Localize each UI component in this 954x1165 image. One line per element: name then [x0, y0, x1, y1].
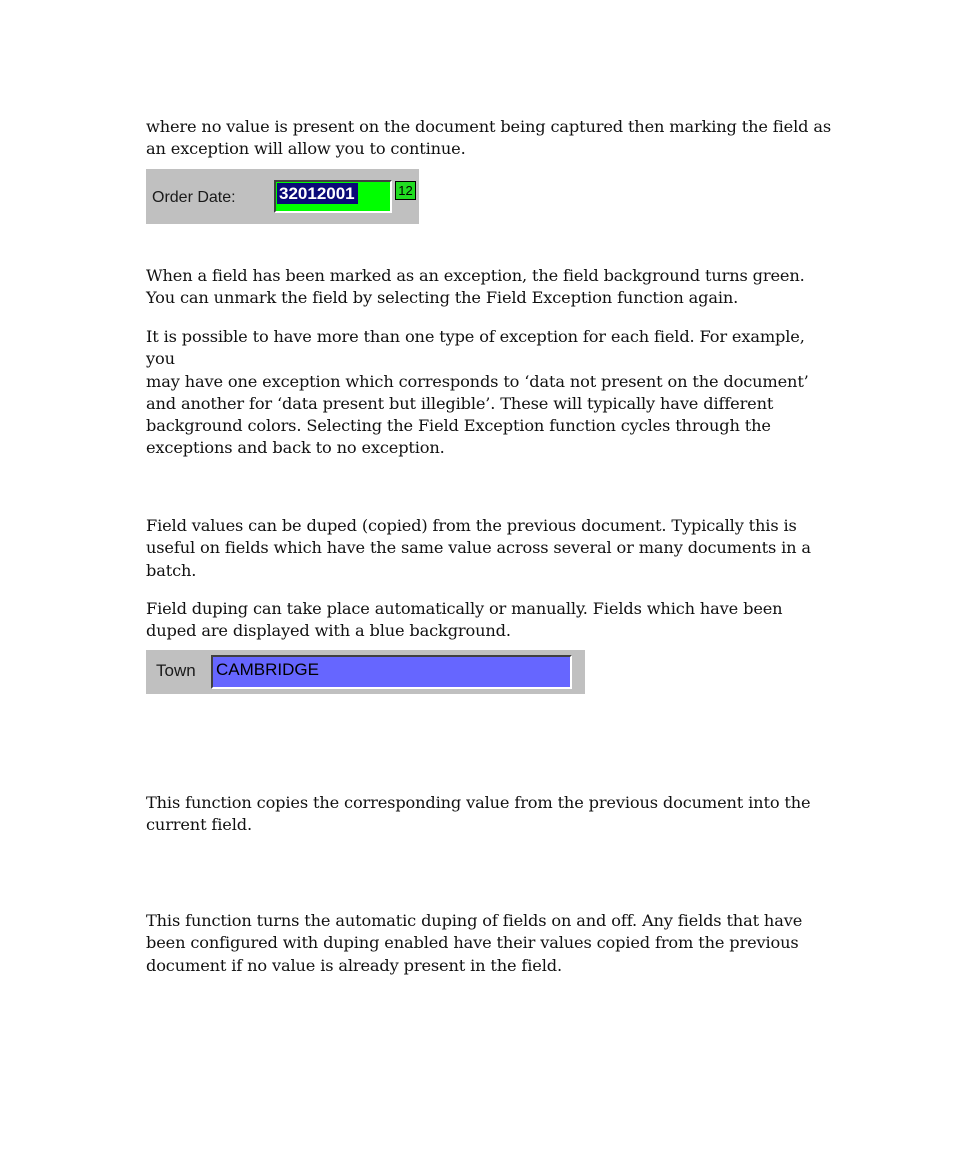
order-date-value: 32012001	[277, 183, 358, 204]
order-date-label: Order Date:	[152, 189, 236, 206]
order-date-field[interactable]	[274, 180, 392, 213]
paragraph-exception-types: It is possible to have more than one type of exception for each field. For example, you may have one exception which corresponds to ‘data not present on the document’ and another for ‘data present but illegible’. These will typically have different background colors. Selecting the Field Exception function cycles through the exceptions and back to no exception.	[146, 327, 809, 458]
paragraph-exception-green: When a field has been marked as an exception, the field background turns green. You can unmark the field by selecting the Field Exception function again.	[146, 266, 805, 308]
exception-count-badge: 12	[395, 181, 416, 200]
paragraph-duping-intro: Field values can be duped (copied) from the previous document. Typically this is useful on fields which have the same value across several or many documents in a batch.	[146, 516, 811, 580]
paragraph-exception-intro: where no value is present on the document being captured then marking the field as an exception will allow you to continue.	[146, 117, 831, 159]
paragraph-dupe-field-function: This function copies the corresponding value from the previous document into the current field.	[146, 793, 811, 835]
town-field[interactable]	[211, 655, 572, 689]
paragraph-duping-modes: Field duping can take place automatically or manually. Fields which have been duped are displayed with a blue background.	[146, 599, 783, 641]
town-value: CAMBRIDGE	[216, 660, 319, 679]
paragraph-auto-dupe-function: This function turns the automatic duping of fields on and off. Any fields that have been configured with duping enabled have their values copied from the previous document if no value is already present in the field.	[146, 911, 803, 975]
town-example-panel	[146, 650, 585, 694]
town-label: Town	[156, 661, 196, 680]
order-date-example-panel	[146, 169, 419, 224]
